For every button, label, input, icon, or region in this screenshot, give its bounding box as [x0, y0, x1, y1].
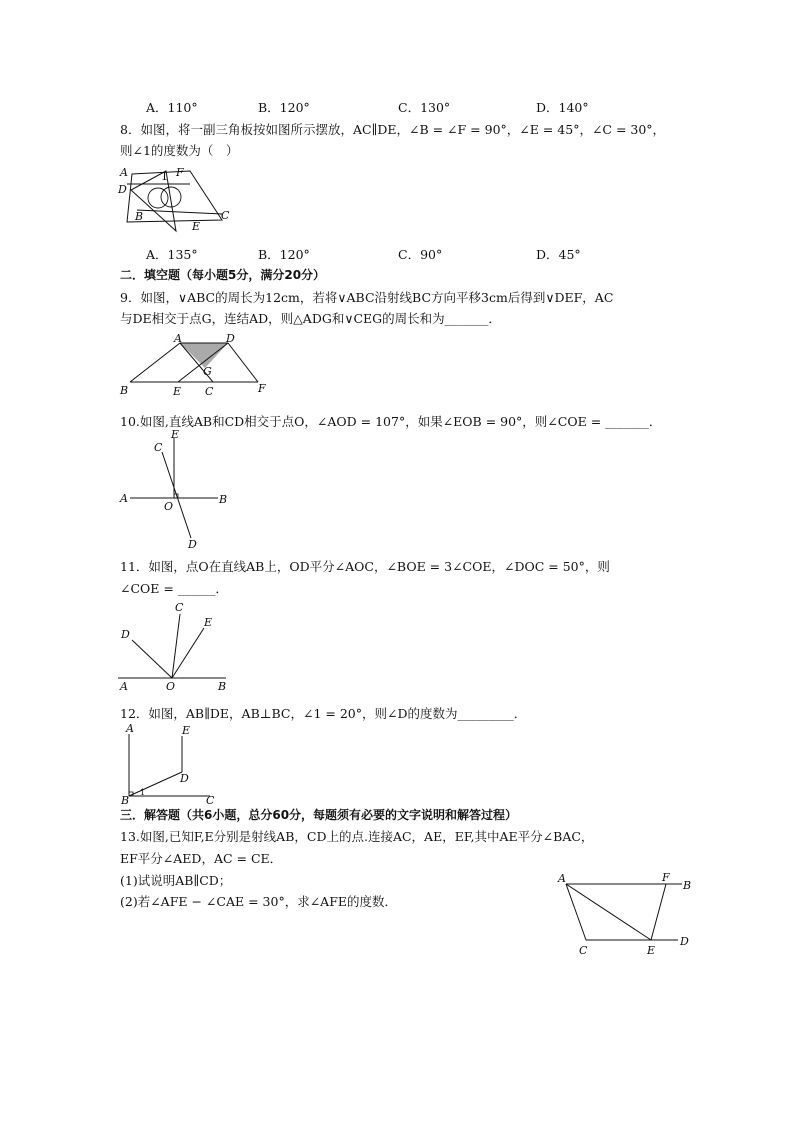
- q8-question-line2: 则∠1的度数为（ ）: [120, 143, 239, 158]
- q11-label-o: O: [166, 680, 176, 693]
- q9-label-g: G: [203, 365, 212, 378]
- q10-label-b: B: [219, 493, 228, 506]
- q11-question-line2: ∠COE = ______．: [120, 581, 228, 596]
- q11-label-c: C: [175, 601, 184, 614]
- q8-question-line1: 8．如图，将一副三角板按如图所示摆放，AC∥DE，∠B = ∠F = 90°，∠E = 45°，∠C = 30°，: [120, 122, 666, 137]
- q7-option-c: C．130°: [398, 100, 451, 115]
- q8-label-d: D: [118, 183, 127, 196]
- q8-label-f: F: [176, 166, 184, 179]
- q9-question-line1: 9．如图，∨ABC的周长为12cm，若将∨ABC沿射线BC方向平移3cm后得到∨DEF，AC: [120, 290, 614, 305]
- q9-label-e: E: [173, 385, 182, 398]
- q9-label-d: D: [226, 332, 235, 345]
- q11-label-a: A: [120, 680, 128, 693]
- q7-option-b: B．120°: [258, 100, 310, 115]
- q8-label-1: 1: [161, 170, 168, 183]
- q13-label-f: F: [662, 871, 670, 884]
- q13-part1: (1)试说明AB∥CD；: [120, 873, 232, 888]
- q13-label-e: E: [647, 944, 656, 957]
- q8-option-b: B．120°: [258, 247, 310, 262]
- q13-question-line2: EF平分∠AED，AC = CE．: [120, 851, 283, 866]
- q8-label-a: A: [120, 166, 128, 179]
- q8-option-d: D．45°: [536, 247, 581, 262]
- q13-label-c: C: [579, 944, 588, 957]
- q10-label-d: D: [188, 538, 197, 551]
- q9-label-a: A: [174, 332, 182, 345]
- q13-label-d: D: [680, 935, 689, 948]
- q12-label-e: E: [182, 724, 191, 737]
- q10-figure: [118, 430, 238, 550]
- q9-label-b: B: [120, 384, 129, 397]
- section-fill-in-title: 二．填空题（每小题5分，满分20分）: [120, 268, 326, 282]
- q7-option-d: D．140°: [536, 100, 589, 115]
- q10-label-e: E: [171, 428, 180, 441]
- q10-label-a: A: [120, 492, 128, 505]
- q12-figure: [118, 722, 228, 807]
- q9-question-line2: 与DE相交于点G，连结AD，则△ADG和∨CEG的周长和为_______．: [120, 311, 501, 326]
- q11-label-b: B: [218, 680, 227, 693]
- q9-label-c: C: [205, 385, 214, 398]
- q13-label-b: B: [683, 879, 692, 892]
- q11-label-d: D: [121, 628, 130, 641]
- q12-question-line1: 12．如图，AB∥DE，AB⊥BC，∠1 = 20°，则∠D的度数为_________．: [120, 706, 527, 721]
- q9-label-f: F: [258, 382, 266, 395]
- q8-option-c: C．90°: [398, 247, 443, 262]
- q13-label-a: A: [558, 872, 566, 885]
- q12-label-b: B: [121, 794, 130, 807]
- q12-label-1: 1: [140, 788, 146, 797]
- q8-figure: [118, 164, 238, 234]
- q8-label-e: E: [192, 220, 201, 233]
- q13-figure: [556, 868, 706, 958]
- section-answer-title: 三．解答题（共6小题，总分60分，每题须有必要的文字说明和解答过程）: [120, 808, 518, 822]
- q12-label-c: C: [206, 794, 215, 807]
- q10-label-o: O: [164, 500, 174, 513]
- q10-question-line1: 10.如图,直线AB和CD相交于点O，∠AOD = 107°，如果∠EOB = 90°，则∠COE = _______．: [120, 414, 662, 429]
- q8-option-a: A．135°: [146, 247, 198, 262]
- q13-question-line1: 13.如图,已知F,E分别是射线AB，CD上的点.连接AC，AE，EF,其中AE平分∠BAC，: [120, 829, 594, 844]
- q10-label-c: C: [154, 441, 163, 454]
- q11-figure: [118, 600, 238, 692]
- q11-question-line1: 11．如图，点O在直线AB上，OD平分∠AOC，∠BOE = 3∠COE，∠DOC = 50°，则: [120, 559, 610, 574]
- q11-label-e: E: [204, 616, 213, 629]
- q8-label-b: B: [135, 210, 144, 223]
- q7-option-a: A．110°: [146, 100, 198, 115]
- q8-label-c: C: [221, 209, 230, 222]
- q9-figure: [118, 332, 278, 398]
- q13-part2: (2)若∠AFE − ∠CAE = 30°，求∠AFE的度数．: [120, 894, 397, 909]
- q12-label-a: A: [126, 722, 134, 735]
- q12-label-d: D: [180, 772, 189, 785]
